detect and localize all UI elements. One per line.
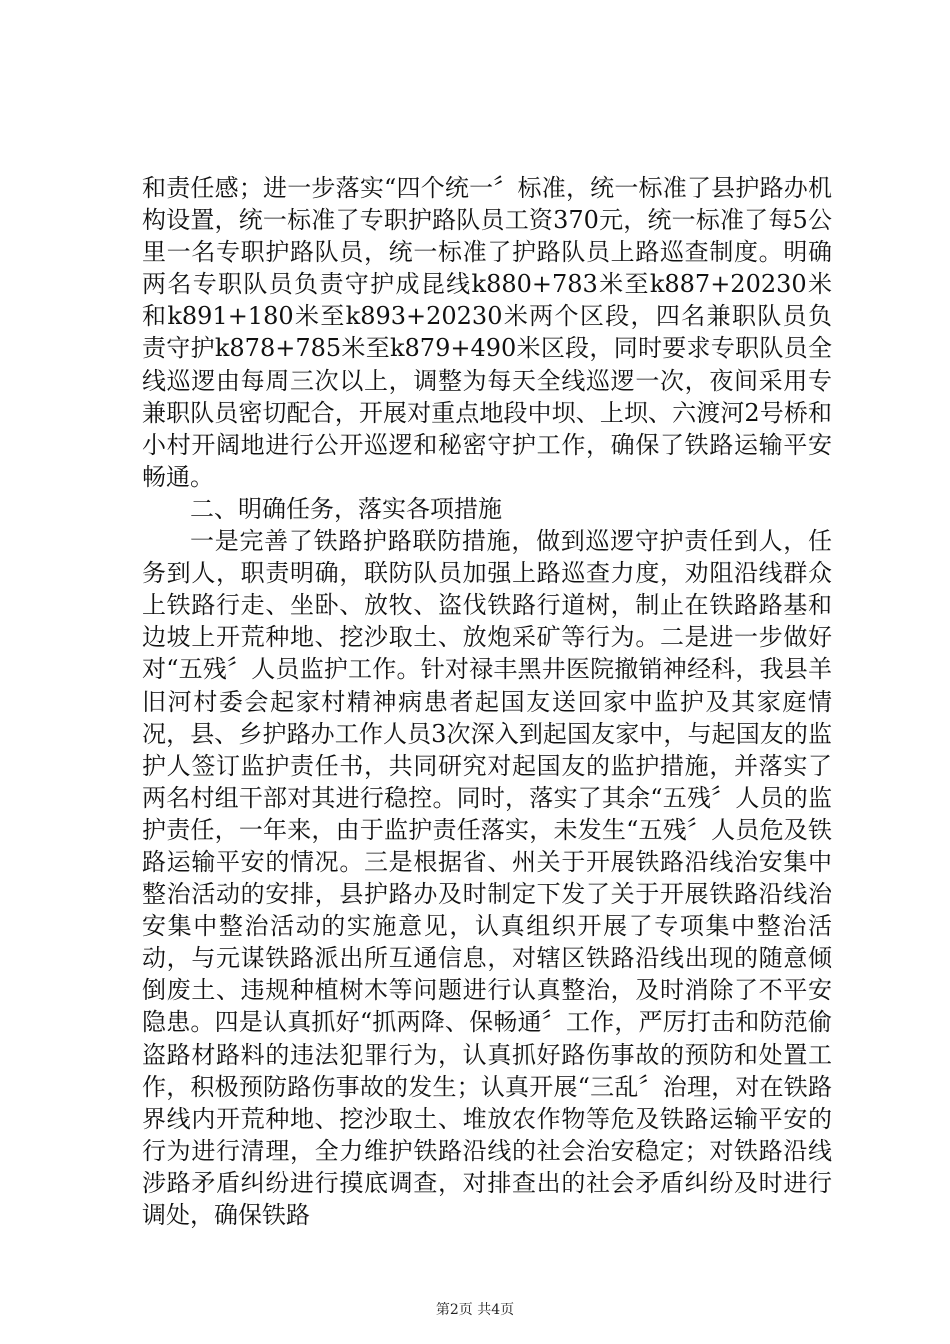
- section-heading: 二、明确任务，落实各项措施: [190, 494, 502, 523]
- paragraph-continuation: 和责任感；进一步落实“四个统一〞标准，统一标准了县护路办机构设置，统一标准了专职护路队员工资370元，统一标准了每5公里一名专职护路队员，统一标准了护路队员上路巡查制度。明确两名专职队员负责守护成昆线k880+783米至k887+20230米和k891+180米至k893+20230米两个区段，四名兼职队员负责守护k878+785米至k879+490米区段，同时要求专职队员全线巡逻由每周三次以上，调整为每天全线巡逻一次，夜间采用专兼职队员密切配合，开展对重点地段中坝、上坝、六渡河2号桥和小村开阔地进行公开巡逻和秘密守护工作，确保了铁路运输平安畅通。: [142, 174, 832, 491]
- document-body: [142, 172, 832, 1231]
- page-number-footer: 第2页 共4页: [435, 1302, 515, 1318]
- paragraph-measures: 一是完善了铁路护路联防措施，做到巡逻守护责任到人，任务到人，职责明确，联防队员加强上路巡查力度，劝阻沿线群众上铁路行走、坐卧、放牧、盗伐铁路行道树，制止在铁路路基和边坡上开荒种地、挖沙取土、放炮采矿等行为。二是进一步做好对“五残〞人员监护工作。针对禄丰黑井医院撤销神经科，我县羊旧河村委会起家村精神病患者起国友送回家中监护及其家庭情况，县、乡护路办工作人员3次深入到起国友家中，与起国友的监护人签订监护责任书，共同研究对起国友的监护措施，并落实了两名村组干部对其进行稳控。同时，落实了其余“五残〞人员的监护责任，一年来，由于监护责任落实，未发生“五残〞人员危及铁路运输平安的情况。三是根据省、州关于开展铁路沿线治安集中整治活动的安排，县护路办及时制定下发了关于开展铁路沿线治安集中整治活动的实施意见，认真组织开展了专项集中整治活动，与元谋铁路派出所互通信息，对辖区铁路沿线出现的随意倾倒废土、违规种植树木等问题进行认真整治，及时消除了不平安隐患。四是认真抓好“抓两降、保畅通〞工作，严厉打击和防范偷盗路材路料的违法犯罪行为，认真抓好路伤事故的预防和处置工作，积极预防路伤事故的发生；认真开展“三乱〞治理，对在铁路界线内开荒种地、挖沙取土、堆放农作物等危及铁路运输平安的行为进行清理，全力维护铁路沿线的社会治安稳定；对铁路沿线涉路矛盾纠纷进行摸底调查，对排查出的社会矛盾纠纷及时进行调处，确保铁路: [142, 527, 832, 1229]
